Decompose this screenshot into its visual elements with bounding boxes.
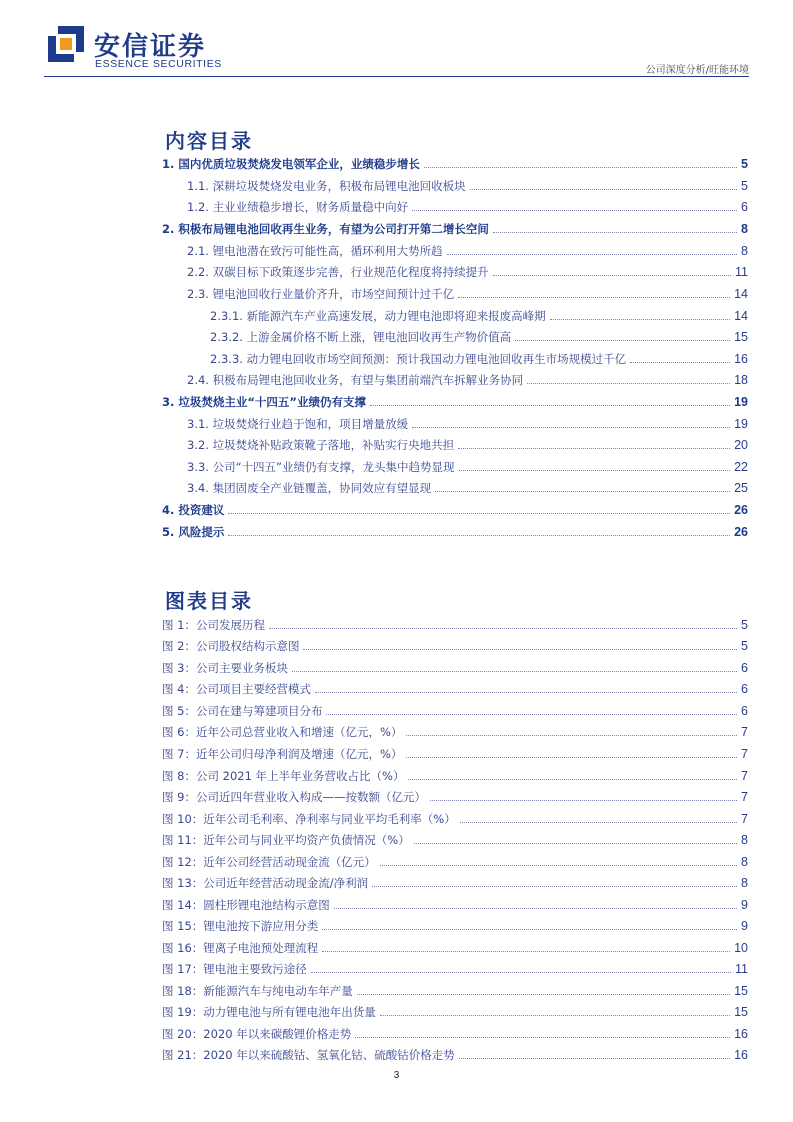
toc-row[interactable]	[187, 195, 748, 215]
entry-page-number: 5	[741, 179, 748, 193]
dot-leader	[322, 951, 730, 952]
entry-page-number: 16	[734, 352, 748, 366]
toc-row[interactable]	[210, 325, 748, 345]
entry-label: 图 16：锂离子电池预处理流程	[162, 941, 319, 955]
entry-page-number: 16	[734, 1048, 748, 1062]
dot-leader	[550, 319, 731, 320]
figure-row[interactable]	[162, 871, 748, 891]
entry-label: 图 11：近年公司与同业平均资产负债情况（%）	[162, 833, 410, 847]
toc-row[interactable]	[162, 217, 748, 237]
entry-page-number: 5	[741, 618, 748, 632]
entry-label: 图 19：动力锂电池与所有锂电池年出货量	[162, 1005, 376, 1019]
entry-page-number: 19	[734, 395, 748, 409]
dot-leader	[406, 735, 737, 736]
entry-label: 2. 积极布局锂电池回收再生业务，有望为公司打开第二增长空间	[162, 222, 489, 236]
toc-row[interactable]	[210, 304, 748, 324]
entry-label: 3.1. 垃圾焚烧行业趋于饱和，项目增量放缓	[187, 417, 409, 431]
toc-row[interactable]	[210, 347, 748, 367]
entry-page-number: 7	[741, 812, 748, 826]
figure-row[interactable]	[162, 720, 748, 740]
figure-row[interactable]	[162, 677, 748, 697]
entry-label: 5. 风险提示	[162, 525, 225, 539]
figure-row[interactable]	[162, 613, 748, 633]
entry-page-number: 7	[741, 725, 748, 739]
toc-title: 内容目录	[165, 129, 253, 153]
dot-leader	[424, 167, 737, 168]
entry-label: 2.3.3. 动力锂电回收市场空间预测：预计我国动力锂电池回收再生市场规模过千亿	[210, 352, 627, 366]
entry-label: 2.3.1. 新能源汽车产业高速发展，动力锂电池即将迎来报废高峰期	[210, 309, 546, 323]
dot-leader	[515, 340, 730, 341]
entry-page-number: 6	[741, 200, 748, 214]
entry-label: 图 20：2020 年以来碳酸锂价格走势	[162, 1027, 352, 1041]
dot-leader	[458, 297, 730, 298]
entry-label: 1.1. 深耕垃圾焚烧发电业务，积极布局锂电池回收板块	[187, 179, 466, 193]
entry-label: 1. 国内优质垃圾焚烧发电领军企业，业绩稳步增长	[162, 157, 420, 171]
entry-label: 图 13：公司近年经营活动现金流/净利润	[162, 876, 369, 890]
entry-page-number: 7	[741, 790, 748, 804]
entry-page-number: 6	[741, 661, 748, 675]
dot-leader	[357, 994, 730, 995]
entry-label: 图 21：2020 年以来硫酸钴、氢氧化钴、硫酸钴价格走势	[162, 1048, 455, 1062]
figure-row[interactable]	[162, 936, 748, 956]
dot-leader	[435, 491, 730, 492]
entry-label: 图 4：公司项目主要经营模式	[162, 682, 311, 696]
entry-label: 3. 垃圾焚烧主业“十四五”业绩仍有支撑	[162, 395, 366, 409]
figure-row[interactable]	[162, 742, 748, 762]
figure-row[interactable]	[162, 957, 748, 977]
dot-leader	[228, 535, 730, 536]
entry-label: 图 12：近年公司经营活动现金流（亿元）	[162, 855, 376, 869]
dot-leader	[406, 757, 737, 758]
dot-leader	[292, 671, 737, 672]
page-number: 3	[393, 1070, 400, 1081]
entry-page-number: 8	[741, 222, 748, 236]
entry-page-number: 11	[735, 265, 748, 279]
entry-label: 2.3. 锂电池回收行业量价齐升，市场空间预计过千亿	[187, 287, 455, 301]
entry-page-number: 8	[741, 876, 748, 890]
entry-page-number: 26	[734, 525, 748, 539]
entry-page-number: 25	[734, 481, 748, 495]
dot-leader	[315, 692, 737, 693]
dot-leader	[303, 649, 737, 650]
dot-leader	[460, 822, 737, 823]
figure-row[interactable]	[162, 1043, 748, 1063]
entry-label: 图 9：公司近四年营业收入构成——按数额（亿元）	[162, 790, 426, 804]
figure-row[interactable]	[162, 850, 748, 870]
dot-leader	[322, 929, 737, 930]
entry-page-number: 6	[741, 682, 748, 696]
entry-page-number: 20	[734, 438, 748, 452]
dot-leader	[228, 513, 730, 514]
dot-leader	[630, 362, 730, 363]
entry-label: 图 14：圆柱形锂电池结构示意图	[162, 898, 330, 912]
entry-page-number: 8	[741, 855, 748, 869]
figure-row[interactable]	[162, 634, 748, 654]
toc-row[interactable]	[187, 174, 748, 194]
dot-leader	[493, 275, 731, 276]
toc-row[interactable]	[187, 433, 748, 453]
brand-name-cn: 安信证券	[94, 32, 207, 62]
entry-label: 图 3：公司主要业务板块	[162, 661, 288, 675]
entry-page-number: 5	[741, 639, 748, 653]
dot-leader	[326, 714, 737, 715]
figure-row[interactable]	[162, 1000, 748, 1020]
header-divider	[44, 76, 749, 77]
entry-label: 3.3. 公司“十四五”业绩仍有支撑，龙头集中趋势显现	[187, 460, 455, 474]
toc-row[interactable]	[162, 390, 748, 410]
entry-page-number: 15	[734, 1005, 748, 1019]
dot-leader	[370, 405, 730, 406]
dot-leader	[459, 470, 731, 471]
entry-label: 图 1：公司发展历程	[162, 618, 265, 632]
entry-page-number: 14	[734, 309, 748, 323]
figure-row[interactable]	[162, 828, 748, 848]
dot-leader	[372, 886, 737, 887]
toc-row[interactable]	[187, 476, 748, 496]
entry-page-number: 22	[734, 460, 748, 474]
entry-label: 4. 投资建议	[162, 503, 225, 517]
figure-row[interactable]	[162, 764, 748, 784]
entry-page-number: 14	[734, 287, 748, 301]
figure-row[interactable]	[162, 785, 748, 805]
dot-leader	[493, 232, 737, 233]
figure-row[interactable]	[162, 1022, 748, 1042]
dot-leader	[447, 254, 737, 255]
entry-label: 图 15：锂电池按下游应用分类	[162, 919, 319, 933]
toc-row[interactable]	[187, 260, 748, 280]
figure-row[interactable]	[162, 979, 748, 999]
entry-page-number: 9	[741, 898, 748, 912]
dot-leader	[380, 865, 737, 866]
entry-label: 图 7：近年公司归母净利润及增速（亿元，%）	[162, 747, 403, 761]
essence-logo-icon	[46, 24, 86, 64]
brand-name-en: ESSENCE SECURITIES	[95, 58, 222, 70]
entry-page-number: 18	[734, 373, 748, 387]
entry-label: 1.2. 主业业绩稳步增长，财务质量稳中向好	[187, 200, 409, 214]
figure-row[interactable]	[162, 893, 748, 913]
dot-leader	[269, 628, 737, 629]
entry-page-number: 5	[741, 157, 748, 171]
figure-row[interactable]	[162, 656, 748, 676]
toc-row[interactable]	[187, 455, 748, 475]
entry-label: 2.4. 积极布局锂电池回收业务，有望与集团前端汽车拆解业务协同	[187, 373, 524, 387]
toc-row[interactable]	[187, 368, 748, 388]
entry-label: 3.2. 垃圾焚烧补贴政策靴子落地，补贴实行央地共担	[187, 438, 455, 452]
dot-leader	[311, 972, 731, 973]
entry-page-number: 9	[741, 919, 748, 933]
dot-leader	[470, 189, 737, 190]
figure-row[interactable]	[162, 807, 748, 827]
entry-page-number: 26	[734, 503, 748, 517]
toc-row[interactable]	[162, 498, 748, 518]
dot-leader	[355, 1037, 730, 1038]
entry-page-number: 16	[734, 1027, 748, 1041]
entry-label: 图 18：新能源汽车与纯电动车年产量	[162, 984, 353, 998]
entry-label: 图 8：公司 2021 年上半年业务营收占比（%）	[162, 769, 405, 783]
entry-label: 图 10：近年公司毛利率、净利率与同业平均毛利率（%）	[162, 812, 456, 826]
dot-leader	[527, 383, 730, 384]
report-type: 公司深度分析/旺能环境	[645, 65, 749, 76]
entry-label: 2.2. 双碳目标下政策逐步完善，行业规范化程度将持续提升	[187, 265, 489, 279]
entry-page-number: 15	[734, 984, 748, 998]
entry-label: 图 17：锂电池主要致污途径	[162, 962, 307, 976]
figure-row[interactable]	[162, 914, 748, 934]
entry-page-number: 8	[741, 244, 748, 258]
dot-leader	[430, 800, 737, 801]
entry-page-number: 10	[734, 941, 748, 955]
dot-leader	[459, 1058, 730, 1059]
entry-page-number: 15	[734, 330, 748, 344]
dot-leader	[334, 908, 737, 909]
dot-leader	[458, 448, 730, 449]
dot-leader	[380, 1015, 730, 1016]
entry-page-number: 19	[734, 417, 748, 431]
entry-page-number: 6	[741, 704, 748, 718]
entry-label: 图 6：近年公司总营业收入和增速（亿元，%）	[162, 725, 403, 739]
dot-leader	[414, 843, 737, 844]
entry-label: 3.4. 集团固废全产业链覆盖，协同效应有望显现	[187, 481, 432, 495]
toc-row[interactable]	[187, 412, 748, 432]
entry-page-number: 7	[741, 769, 748, 783]
figure-list-title: 图表目录	[165, 589, 253, 613]
figure-row[interactable]	[162, 699, 748, 719]
entry-page-number: 11	[735, 962, 748, 976]
entry-page-number: 8	[741, 833, 748, 847]
toc-row[interactable]	[187, 239, 748, 259]
toc-row[interactable]	[162, 152, 748, 172]
dot-leader	[412, 427, 730, 428]
dot-leader	[408, 779, 737, 780]
entry-label: 2.1. 锂电池潜在致污可能性高，循环利用大势所趋	[187, 244, 443, 258]
toc-row[interactable]	[187, 282, 748, 302]
dot-leader	[412, 210, 737, 211]
entry-page-number: 7	[741, 747, 748, 761]
entry-label: 图 5：公司在建与筹建项目分布	[162, 704, 323, 718]
entry-label: 图 2：公司股权结构示意图	[162, 639, 300, 653]
toc-row[interactable]	[162, 520, 748, 540]
entry-label: 2.3.2. 上游金属价格不断上涨，锂电池回收再生产物价值高	[210, 330, 512, 344]
